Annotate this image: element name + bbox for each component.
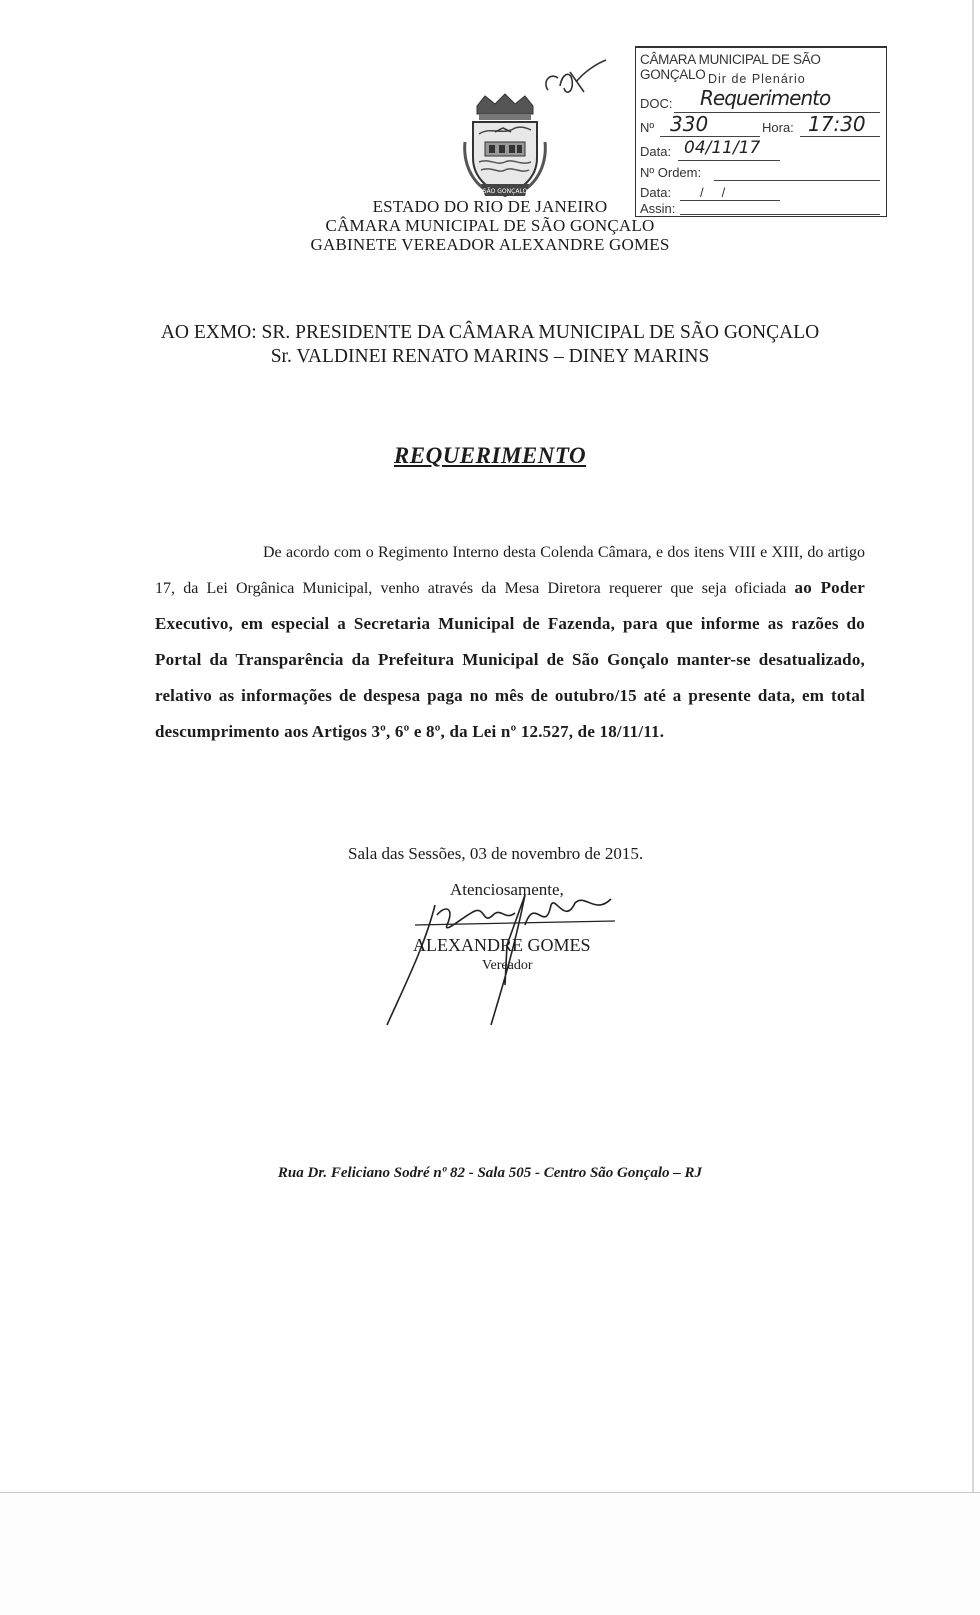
stamp-ordem-line — [640, 162, 880, 182]
stamp-num-label: Nº — [640, 120, 655, 135]
stamp-data2-label: Data: — [640, 185, 672, 200]
stamp-num-value: 330 — [670, 112, 709, 136]
stamp-data-value: 04/11/17 — [684, 138, 761, 158]
stamp-data2-value: / / — [700, 185, 726, 200]
footer-address: Rua Dr. Feliciano Sodré nº 82 - Sala 505 - Centro São Gonçalo – RJ — [277, 1165, 703, 1181]
stamp-subtitle: Dir de Plenário — [708, 72, 806, 86]
protocol-stamp — [635, 46, 887, 217]
header-office: GABINETE VEREADOR ALEXANDRE GOMES — [310, 235, 670, 254]
signer-name: ALEXANDRE GOMES — [413, 935, 591, 955]
body-part-2-bold: ao Poder Executivo, em especial a Secretaria Municipal de Fazenda, para que informe as razões do Portal da Transparência da Prefeitura Municipal de São Gonçalo manter-se desatualizado, relativo as informações de despesa paga no mês de outubro/15 até a presente data, em total descumprimento aos Artigos 3º, 6º e 8º, da Lei nº 12.527, de 18/11/11. — [155, 578, 866, 741]
stamp-doc-value: Requerimento — [700, 86, 831, 110]
signer-role: Vereador — [482, 958, 533, 973]
scan-edge — [972, 0, 974, 1492]
stamp-doc-label: DOC: — [640, 96, 673, 111]
header-state: ESTADO DO RIO DE JANEIRO — [372, 197, 608, 216]
stamp-assin-label: Assin: — [640, 201, 676, 216]
addressee-line-1: AO EXMO: SR. PRESIDENTE DA CÂMARA MUNICIPAL DE SÃO GONÇALO — [160, 322, 820, 343]
municipal-crest-icon — [455, 92, 555, 202]
stamp-data-line — [640, 140, 880, 162]
stamp-title: CÂMARA MUNICIPAL DE SÃO GONÇALO — [640, 52, 821, 82]
stamp-data-label: Data: — [640, 144, 672, 159]
body-part-1: De acordo com o Regimento Interno desta Colenda Câmara, e dos itens VIII e XIII, do artigo 17, da Lei Orgânica Municipal, venho através da Mesa Diretora requerer que seja oficiada — [155, 544, 865, 597]
addressee-line-2: Sr. VALDINEI RENATO MARINS – DINEY MARINS — [270, 346, 710, 367]
stamp-num-line — [640, 112, 880, 138]
document-title: REQUERIMENTO — [393, 443, 587, 468]
stamp-hora-value: 17:30 — [808, 112, 866, 136]
stamp-doc-line — [640, 86, 880, 114]
stamp-hora-label: Hora: — [762, 120, 794, 135]
svg-text:SÃO GONÇALO: SÃO GONÇALO — [482, 188, 528, 195]
place-date: Sala das Sessões, 03 de novembro de 2015. — [348, 844, 644, 863]
body-paragraph — [155, 535, 865, 750]
scan-bottom-strip — [0, 1492, 980, 1615]
header-chamber: CÂMARA MUNICIPAL DE SÃO GONÇALO — [325, 216, 655, 235]
regards: Atenciosamente, — [450, 880, 564, 899]
stamp-ordem-label: Nº Ordem: — [640, 165, 702, 180]
